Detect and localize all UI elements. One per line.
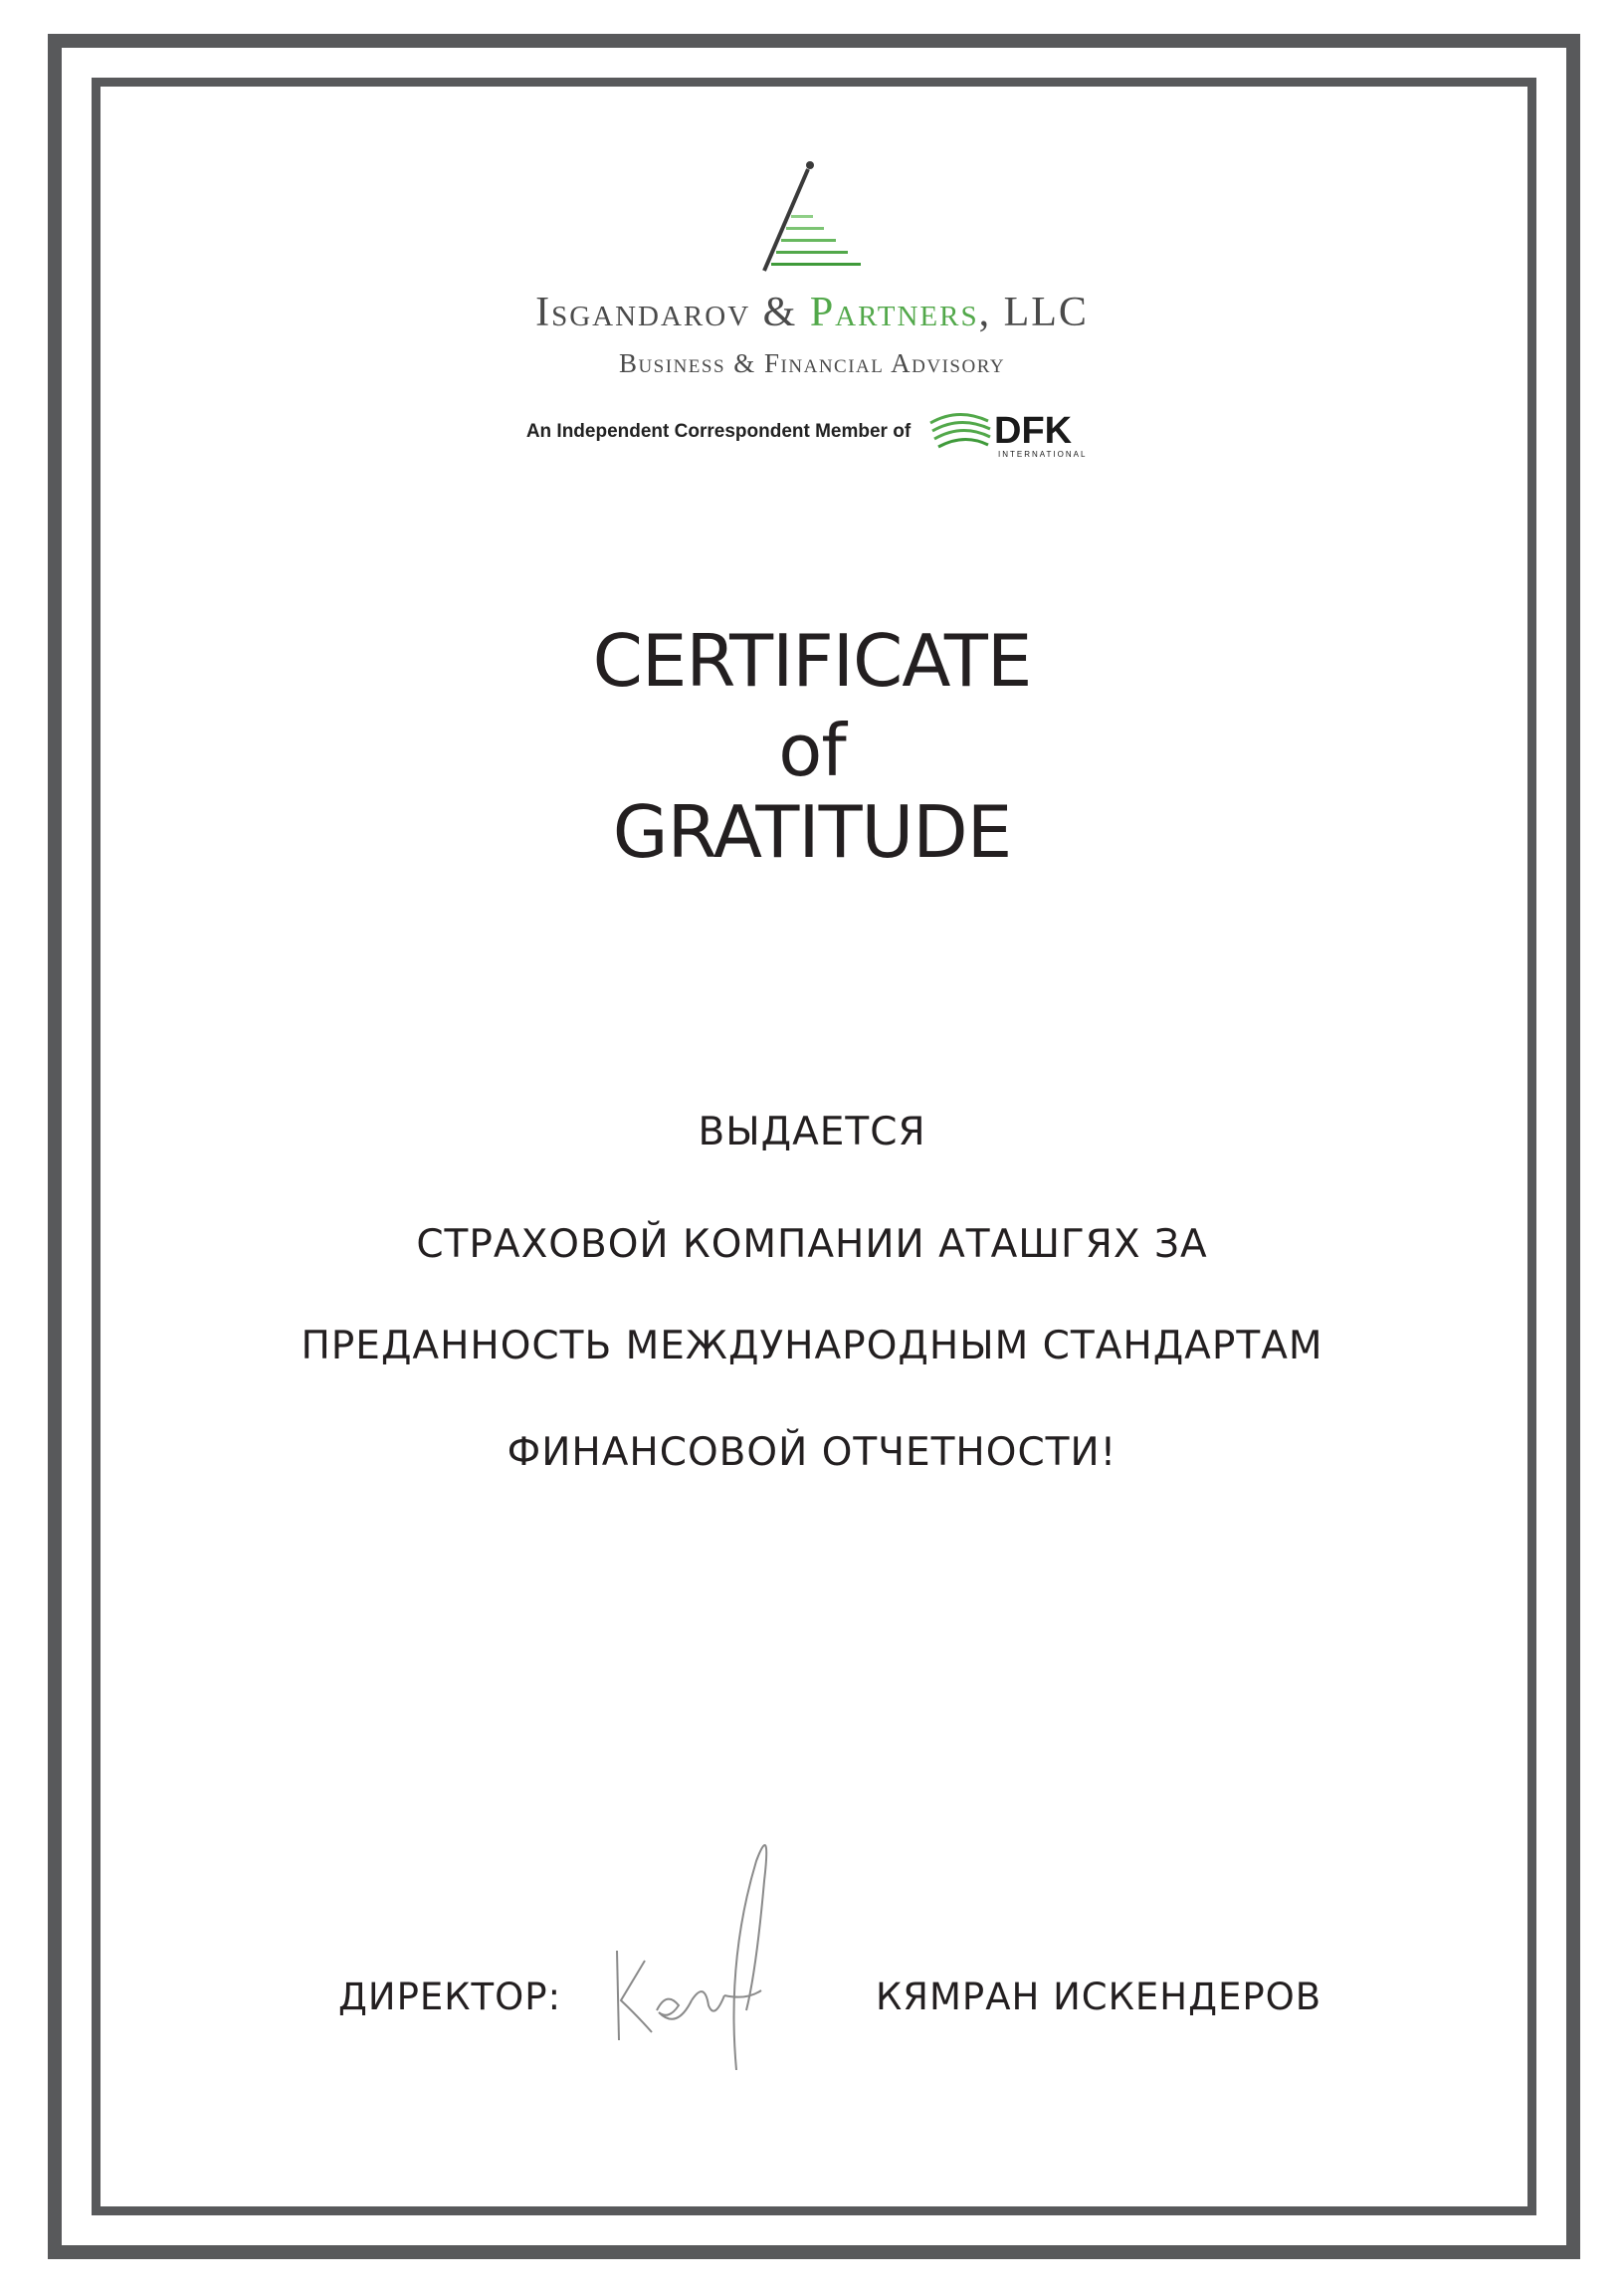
company-subtitle: Business & Financial Advisory: [618, 348, 1006, 378]
body-line-4: ФИНАНСОВОЙ ОТЧЕТНОСТИ!: [507, 1430, 1117, 1475]
company-logo-icon: [746, 159, 886, 279]
company-name-part3: , LLC: [978, 290, 1089, 335]
director-label: ДИРЕКТОР:: [338, 1976, 562, 2018]
title-line-3: GRATITUDE: [612, 790, 1012, 874]
company-name: [0, 289, 1624, 336]
company-name-part1: Isgandarov &: [535, 290, 810, 335]
company-name-part2: Partners: [809, 290, 979, 335]
dfk-logo-text: DFK: [994, 410, 1073, 452]
signature-row: [0, 1976, 1624, 2035]
body-line-2: СТРАХОВОЙ КОМПАНИИ АТАШГЯХ ЗА: [416, 1222, 1208, 1267]
member-text: An Independent Correspondent Member of: [525, 421, 912, 442]
dfk-logo-icon: [928, 403, 1098, 461]
body-line-1: ВЫДАЕТСЯ: [698, 1110, 926, 1154]
body-line-3: ПРЕДАННОСТЬ МЕЖДУНАРОДНЫМ СТАНДАРТАМ: [301, 1324, 1323, 1368]
title-line-2: of: [778, 709, 846, 792]
dfk-logo-subtext: INTERNATIONAL: [998, 450, 1088, 459]
title-line-1: CERTIFICATE: [592, 619, 1032, 703]
director-name: КЯМРАН ИСКЕНДЕРОВ: [876, 1976, 1322, 2018]
membership-row: [0, 403, 1624, 461]
